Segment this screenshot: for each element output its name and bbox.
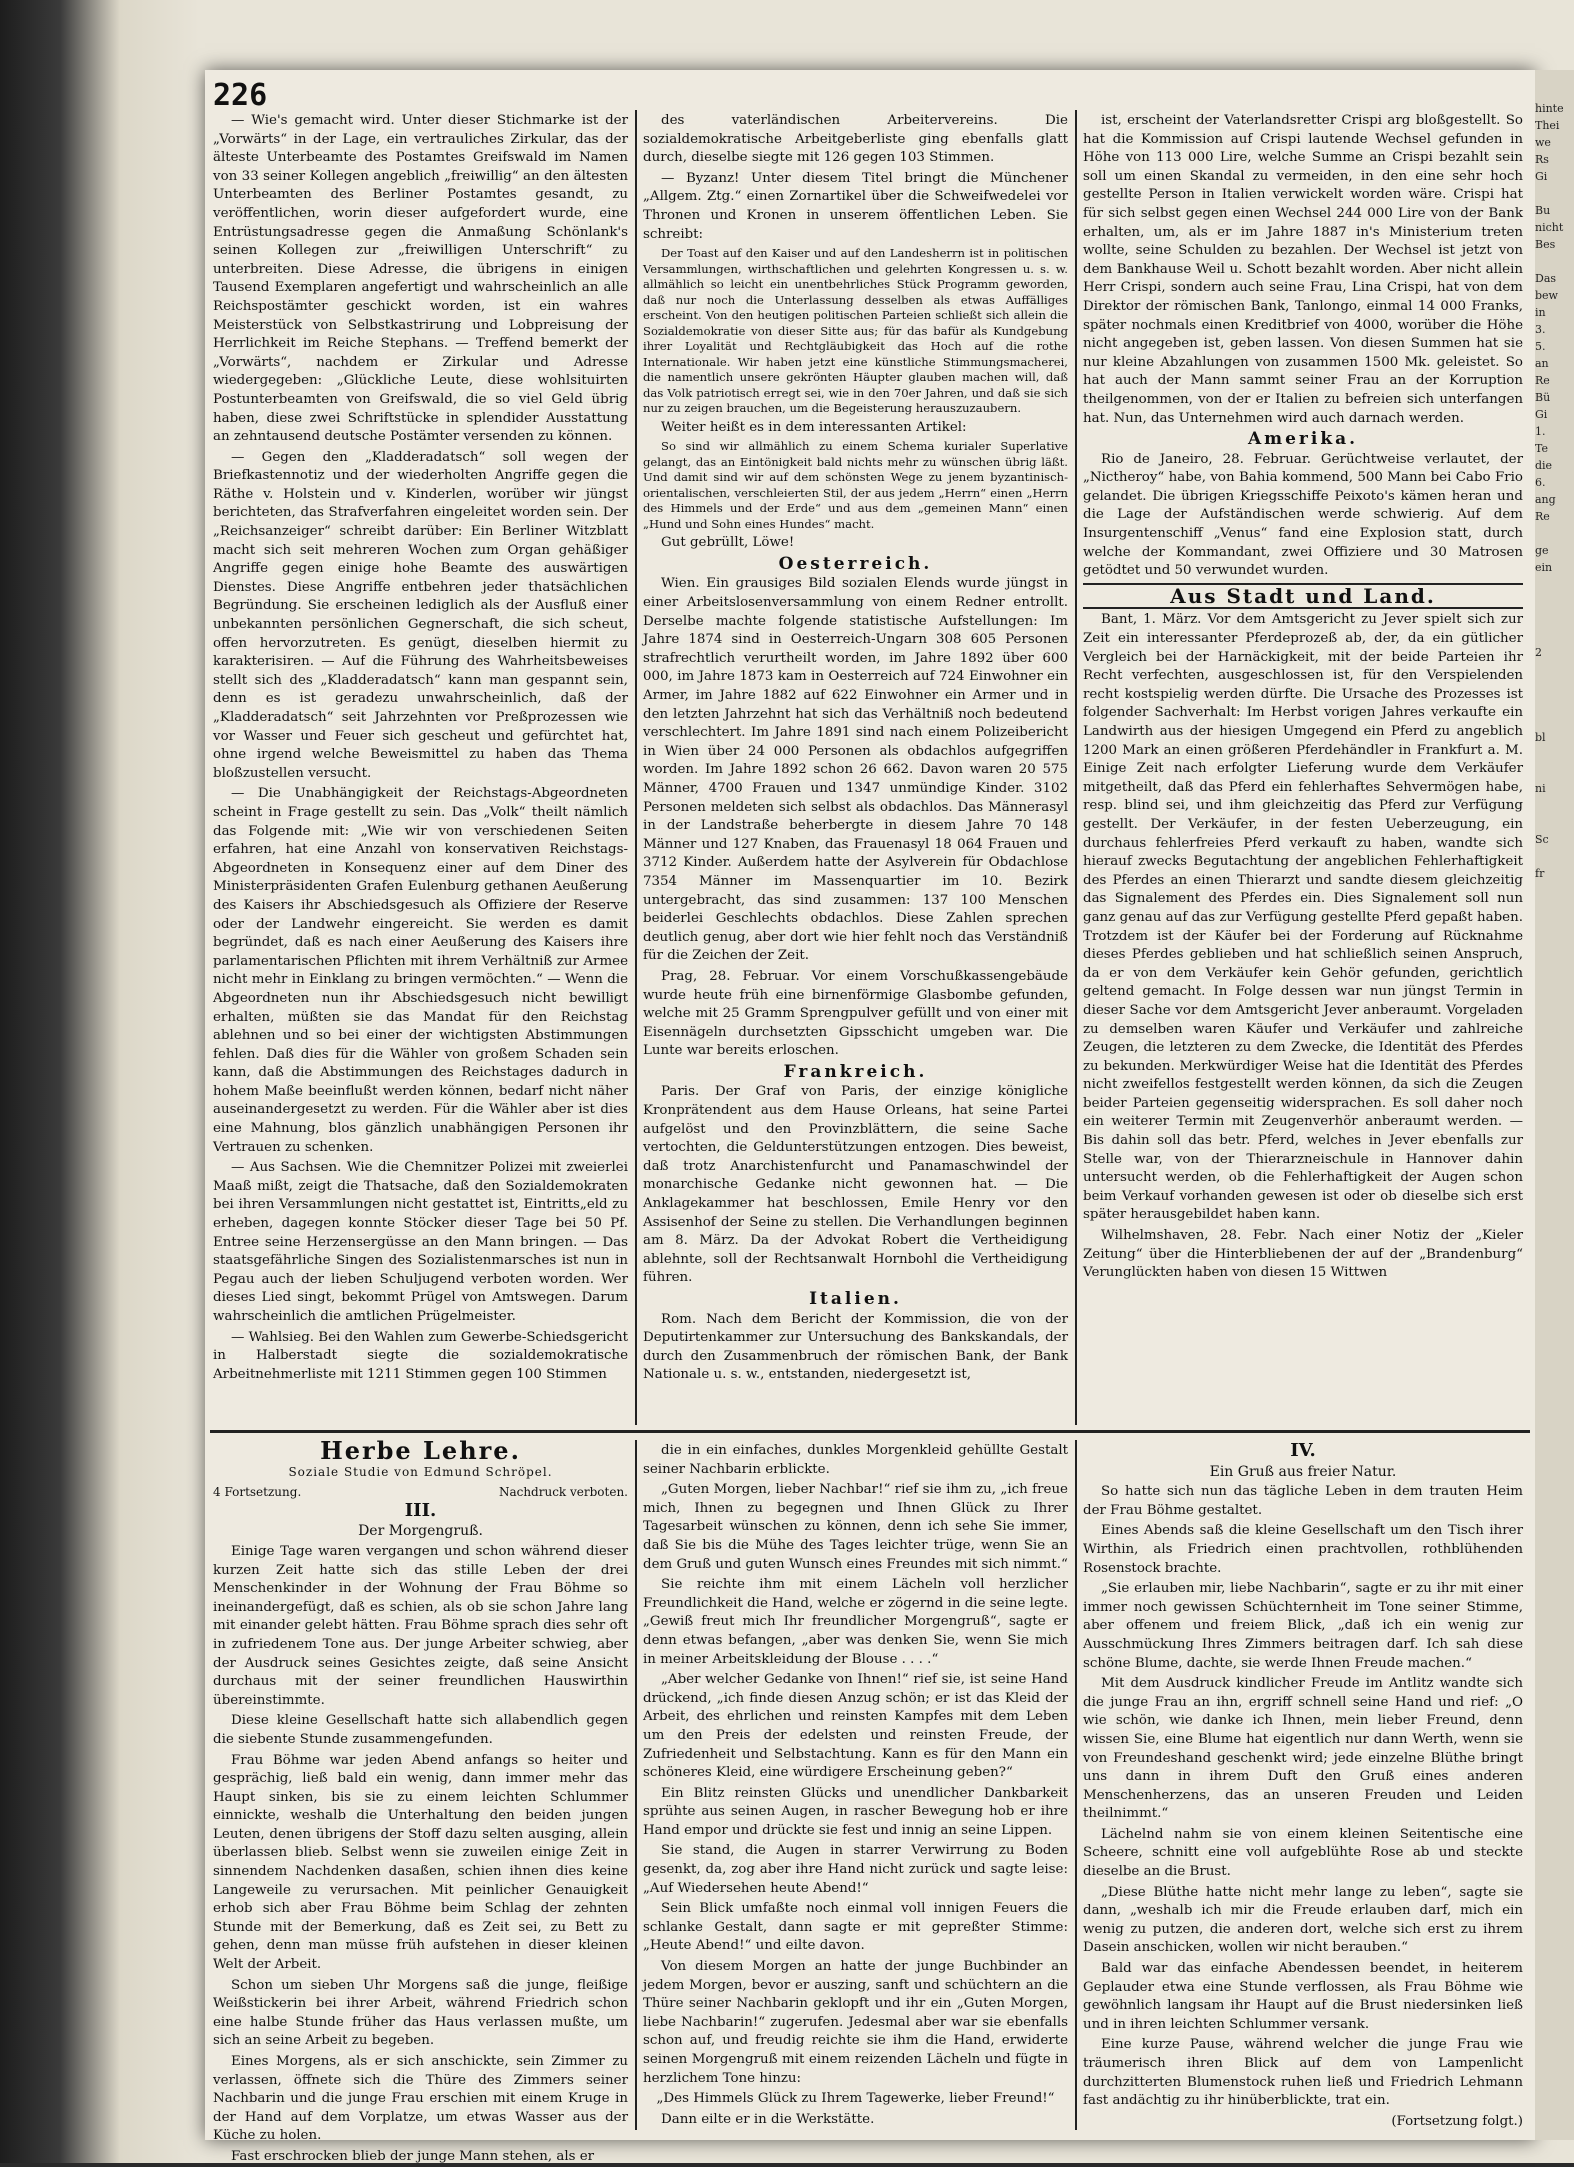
adjacent-page-fragment xyxy=(1535,185,1574,202)
adjacent-page-fragment xyxy=(1535,746,1574,763)
section-oesterreich: Oesterreich. xyxy=(778,553,933,574)
adjacent-page-fragment: Re xyxy=(1535,374,1550,387)
adjacent-page-fragment: 1. xyxy=(1535,425,1546,438)
story-paragraph: Bald war das einfache Abendessen beendet, in heiterem Geplauder etwa eine Stunde verflossen, als Frau Böhme wie gewöhnlich langsam ihr Haupt auf die Brust niedersinken ließ und in ihren leichten Schlummer versank. xyxy=(1083,1961,1523,2032)
adjacent-page-fragment: die xyxy=(1535,459,1553,472)
story-paragraph: Eines Abends saß die kleine Gesellschaft um den Tisch ihrer Wirthin, als Friedrich einen prachtvollen, rothblühenden Rosenstock brachte. xyxy=(1083,1523,1523,1576)
article-bant: Bant, 1. März. Vor dem Amtsgericht zu Jever spielt sich zur Zeit ein interessanter Pferdeprozeß ab, der, da ein gütlicher Vergleich bei der Harnäckigkeit, mit der beide Parteien ihr Recht verfechten, ausgeschlossen ist, für den Verspielenden recht kostspielig werden dürfte. Die Ursache des Prozesses ist folgender Sachverhalt: Im Herbst vorigen Jahres verkaufte ein Landwirth aus der hiesigen Umgegend ein Pferd zu angeblich 1200 Mark an einen größeren Pferdehändler in Frankfurt a. M. Einige Zeit nach erfolgter Lieferung wurde dem Verkäufer mitgetheilt, daß das Pferd ein fehlerhaftes Sehvermögen habe, resp. blind sei, und ihm gleichzeitig das Pferd zur Verfügung gestellt. Der Verkäufer, in der festen Ueberzeugung, ein durchaus fehlerfreies Pferd verkauft zu haben, wandte sich hierauf zwecks Begutachtung der angeblichen Fehlerhaftigkeit des Pferdes an einen Thierarzt und sandte diesem gleichzeitig das Signalement des Pferdes ein. Dies Signalement soll nun ganz genau auf das zur Verfügung gestellte Pferd gepaßt haben. Trotzdem ist der Käufer bei der Forderung auf Rücknahme dieses Pferdes geblieben und hat schließlich seinen Anspruch, da er von dem Verkäufer kein Gehör gefunden, gerichtlich geltend gemacht. In Folge dessen war nun jüngst Termin in dieser Sache vor dem Amtsgericht Jever anberaumt. Vorgeladen zu demselben waren Käufer und Verkäufer und zahlreiche Zeugen, die letzteren zu dem Zwecke, die Identität des Pferdes zu bekunden. Merkwürdiger Weise hat die Identität des Pferdes nicht zweifellos festgestellt werden können, da sich die Zeugen beider Parteien gegenseitig widersprachen. Es soll daher noch ein weiterer Termin mit Zeugenverhör anberaumt werden. — Bis dahin soll das betr. Pferd, welches in Jever ebenfalls zur Stelle war, von der Thierarzneischule in Hannover dahin untersucht werden, ob die Fehlerhaftigkeit der Augen schon beim Verkauf vorhanden gewesen ist oder ob dieselbe sich erst später herausgebildet haben kann. xyxy=(1083,612,1523,1223)
adjacent-page-edge xyxy=(1535,70,1574,2140)
nachdruck-note: Nachdruck verboten. xyxy=(498,1485,628,1500)
adjacent-page-fragment: hinte xyxy=(1535,102,1564,115)
adjacent-page-fragment: Gi xyxy=(1535,170,1548,183)
adjacent-page-fragment: ang xyxy=(1535,493,1556,506)
adjacent-page-fragment xyxy=(1535,661,1574,678)
story-meta xyxy=(213,1483,628,1502)
feuilleton-divider xyxy=(210,1430,1530,1433)
article-paris: Paris. Der Graf von Paris, der einzige königliche Kronprätendent aus dem Hause Orleans, hat seine Partei aufgelöst und den Provinzblättern, die seine Sache vertochten, die Geldunterstützungen entzogen. Dies beweist, daß trotz Anarchistenfurcht und Panamaschwindel der monarchische Gedanke nicht gewonnen hat. — Die Anklagekammer hat beschlossen, Emile Henry vor den Assisenhof der Seine zu stellen. Die Verhandlungen beginnen am 8. März. Da der Advokat Robert die Vertheidigung ablehnte, soll der Rechtsanwalt Hornbohl die Vertheidigung führen. xyxy=(643,1084,1068,1286)
column-divider xyxy=(1075,1440,1077,2130)
adjacent-page-fragment: 3. xyxy=(1535,323,1546,336)
adjacent-page-fragment: bew xyxy=(1535,289,1558,302)
fortsetzung-folgt: (Fortsetzung folgt.) xyxy=(1391,2113,1523,2129)
chapter-4-title: Ein Gruß aus freier Natur. xyxy=(1209,1463,1397,1480)
chapter-3-title: Der Morgengruß. xyxy=(358,1523,483,1540)
section-aus-stadt-und-land: Aus Stadt und Land. xyxy=(1083,583,1523,610)
feuilleton-column-2 xyxy=(643,1442,1068,2132)
adjacent-page-fragment xyxy=(1535,712,1574,729)
adjacent-page-fragment: bl xyxy=(1535,731,1546,744)
adjacent-page-fragment xyxy=(1535,678,1574,695)
feuilleton-column-3 xyxy=(1083,1442,1523,2132)
article-wien: Wien. Ein grausiges Bild sozialen Elends wurde jüngst in einer Arbeitslosenversammlung von einem Redner entrollt. Derselbe machte folgende statistische Aufstellungen: Im Jahre 1874 sind in Oesterreich-Ungarn 308 605 Personen strafrechtlich verurtheilt worden, im Jahre 1892 über 600 000, im Jahre 1873 kam in Oesterreich auf 724 Einwohner ein Armer, im Jahre 1882 auf 622 Einwohner ein Armer und in den letzten Jahrzehnt hat sich das Verhältniß noch bedeutend verschlechtert. Im Jahre 1891 sind nach einem Polizeibericht in Wien über 24 000 Personen als obdachlos aufgegriffen worden. Im Jahre 1892 schon 26 662. Davon waren 20 575 Männer, 4700 Frauen und 1347 unmündige Kinder. 3102 Personen meldeten sich selbst als obdachlos. Das Männerasyl in der Landstraße beherbergte in diesem Jahre 70 148 Männer und 127 Knaben, das Frauenasyl 18 064 Frauen und 3712 Kinder. Außerdem hatte der Asylverein für Obdachlose 7354 Männer im Massenquartier im 10. Bezirk untergebracht, das sind zusammen: 137 100 Menschen beiderlei Geschlechts obdachlos. Diese Zahlen sprechen deutlich genug, aber dort wie hier fehlt noch das Verständniß für die Zeichen der Zeit. xyxy=(643,576,1068,964)
feuilleton-column-1 xyxy=(213,1436,628,2164)
story-paragraph: Von diesem Morgen an hatte der junge Buchbinder an jedem Morgen, bevor er auszing, sanft und schüchtern an die Thüre seiner Nachbarin geklopft und ihr ein „Guten Morgen, liebe Nachbarin!“ zugerufen. Jedesmal aber war sie ebenfalls schon auf, und freudig reichte sie ihm die Hand, erwiderte seinen Morgengruß mit einem reizenden Lächeln und fügte in herzlichem Tone hinzu: xyxy=(643,1959,1068,2086)
story-paragraph: Lächelnd nahm sie von einem kleinen Seitentische eine Scheere, schnitt eine voll aufgeblühte Rose ab und steckte dieselbe an die Brust. xyxy=(1083,1826,1523,1880)
story-byline: Soziale Studie von Edmund Schröpel. xyxy=(288,1464,553,1479)
gut-gebruellt: Gut gebrüllt, Löwe! xyxy=(661,535,795,551)
column-3 xyxy=(1083,112,1523,1422)
adjacent-page-fragment: Gi xyxy=(1535,408,1548,421)
story-paragraph: die in ein einfaches, dunkles Morgenkleid gehüllte Gestalt seiner Nachbarin erblickte. xyxy=(643,1443,1068,1477)
column-divider xyxy=(635,1440,637,2130)
adjacent-page-fragment xyxy=(1535,695,1574,712)
adjacent-page-fragment xyxy=(1535,797,1574,814)
adjacent-page-fragment: 6. xyxy=(1535,476,1546,489)
article-wahlsieg: — Wahlsieg. Bei den Wahlen zum Gewerbe-Schiedsgericht in Halberstadt siegte die sozialdemokratische Arbeitnehmerliste mit 1211 Stimmen gegen 100 Stimmen xyxy=(213,1329,628,1382)
column-divider xyxy=(1075,110,1077,1425)
story-paragraph: „Guten Morgen, lieber Nachbar!“ rief sie ihm zu, „ich freue mich, Ihnen zu begegnen und Ihnen Glück zu Ihrer Tagesarbeit wünschen zu können, denn ich sehe Sie immer, daß Sie bis die Mühe des Tages leichter trüge, wenn Sie an dem Gruß und guten Wunsch eines Freundes mit sich nimmt.“ xyxy=(643,1482,1068,1572)
section-amerika: Amerika. xyxy=(1247,429,1359,450)
story-paragraph: Fast erschrocken blieb der junge Mann stehen, als er xyxy=(231,2148,595,2164)
adjacent-page-fragment: in xyxy=(1535,306,1546,319)
adjacent-page-fragment xyxy=(1535,610,1574,627)
story-paragraph: Eines Morgens, als er sich anschickte, sein Zimmer zu verlassen, öffnete sich die Thüre des Zimmers seiner Nachbarin und die junge Frau erschien mit einem Kruge in der Hand auf dem Vorplatze, um etwas Wasser aus der Küche zu holen. xyxy=(213,2054,628,2144)
adjacent-page-fragment: Te xyxy=(1535,442,1548,455)
adjacent-page-fragment xyxy=(1535,763,1574,780)
adjacent-page-fragment xyxy=(1535,253,1574,270)
article-continued: des vaterländischen Arbeitervereins. Die sozialdemokratische Arbeitgeberliste ging ebenfalls glatt durch, dieselbe siegte mit 126 gegen 103 Stimmen. xyxy=(643,113,1068,166)
adjacent-page-fragment: we xyxy=(1535,136,1551,149)
story-paragraph: „Diese Blüthe hatte nicht mehr lange zu leben“, sagte sie dann, „weshalb ich mir die Freude erlauben darf, mich ein wenig zu putzen, die anderen dort, welche sich erst zu ihrem Dasein anschicken, wollen wir nicht berauben.“ xyxy=(1083,1884,1523,1956)
article-aus-sachsen: — Aus Sachsen. Wie die Chemnitzer Polizei mit zweierlei Maaß mißt, zeigt die Thatsache, daß den Sozialdemokraten bei ihren Versammlungen nicht gestattet ist, Eintritts„eld zu erheben, dagegen konnte Stöcker dieser Tage bei 50 Pf. Entree seine Herzensergüsse an den Mann bringen. — Das staatsgefährliche Singen des Sozialistenmarsches ist nun in Pegau auch der lieben Schuljugend verboten worden. Wer dieses Lied singt, bekommt Prügel von Amtswegen. Darum wahrscheinlich die amtlichen Prügelmeister. xyxy=(213,1160,628,1324)
quote-superlative: So sind wir allmählich zu einem Schema kurialer Superlative gelangt, das an Eintönigkeit bald nichts mehr zu wünschen übrig läßt. Und damit sind wir auf dem schönsten Wege zu jenem byzantinisch-orientalischen, verschleierten Stil, der aus jedem „Herrn“ einen „Herrn des Himmels und der Erde“ und aus dem „gemeinen Mann“ einen „Hund und Sohn eines Hundes“ macht. xyxy=(643,439,1068,531)
story-paragraph: Mit dem Ausdruck kindlicher Freude im Antlitz wandte sich die junge Frau an ihn, ergriff schnell seine Hand und rief: „O wie schön, wie danke ich Ihnen, mein lieber Freund, denn wissen Sie, eine Blume hat eigentlich nur dann Werth, wenn sie von Freundeshand geschenkt wird; jede einzelne Blüthe bringt uns dann in ihrem Duft den Gruß eines anderen Menschenherzens, das an unseren Freuden und Leiden theilnimmt.“ xyxy=(1083,1676,1523,1822)
adjacent-page-fragment xyxy=(1535,525,1574,542)
article-kladderadatsch: — Gegen den „Kladderadatsch“ soll wegen der Briefkastennotiz und der wiederholten Angriffe gegen die Räthe v. Holstein und v. Kinderlen, worüber wir jüngst berichteten, das Strafverfahren eingeleitet worden sein. Der „Reichsanzeiger“ schreibt darüber: Ein Berliner Witzblatt macht sich seit mehreren Wochen zum Organ gehäßiger Angriffe gegen einige hohe Beamte des auswärtigen Dienstes. Diese Angriffe entbehren jeder thatsächlichen Begründung. Sie erscheinen lediglich als der Ausfluß einer unbekannten persönlichen Gegnerschaft, die sich scheut, offen hervorzutreten. Es genügt, dieselben hiermit zu karakterisiren. — Auf die Führung des Wahrheitsbeweises stellt sich des „Kladderadatsch“ kann man gespannt sein, denn es ist geradezu unwahrscheinlich, daß der „Kladderadatsch“ seit Jahrzehnten vor Preßprozessen wie vor Wasser und Feuer sich gescheut und gefürchtet hat, ohne irgend welche Beweismittel zu haben das Thema bloßzustellen versucht. xyxy=(213,449,628,781)
article-byzanz: — Byzanz! Unter diesem Titel bringt die Münchener „Allgem. Ztg.“ einen Zornartikel über die Schweifwedelei vor Thronen und Kronen in unserem öffentlichen Leben. Sie schreibt: xyxy=(643,170,1068,242)
adjacent-page-fragment: Re xyxy=(1535,510,1550,523)
adjacent-page-fragment: Thei xyxy=(1535,119,1560,132)
quote-toast: Der Toast auf den Kaiser und auf den Landesherrn ist in politischen Versammlungen, wirthschaftlichen und gelehrten Kongressen u. s. w. allmählich so leicht ein unentbehrliches Stück Programm geworden, daß nur noch die Unterlassung desselben als etwas Auffälliges erscheint. Von den heutigen politischen Parteien schließt sich allein die Sozialdemokratie von dieser Sitte aus; für das bafür als Kundgebung ihrer Loyalität und Rechtgläubigkeit das Hoch auf die rothe Internationale. Wir haben jetzt eine künstliche Stimmungsmacherei, die namentlich unsere gekrönten Häupter glauben machen will, daß das Volk patriotisch erregt sei, wie in den 70er Jahren, und daß sie sich nur zu zeigen brauchen, um die Begeisterung herauszuzaubern. xyxy=(643,246,1068,416)
story-paragraph: „Aber welcher Gedanke von Ihnen!“ rief sie, ist seine Hand drückend, „ich finde diesen Anzug schön; er ist das Kleid der Arbeit, des ehrlichen und reinsten Kampfes mit dem Leben um den Preis der edelsten und reinsten Freude, der Zufriedenheit und Selbstachtung. Kann es für den Mann ein schöneres Kleid, eine würdigere Erscheinung geben?“ xyxy=(643,1672,1068,1781)
adjacent-page-fragment: Bü xyxy=(1535,391,1551,404)
chapter-3-number: III. xyxy=(404,1499,437,1521)
adjacent-page-fragment: ge xyxy=(1535,544,1549,557)
section-frankreich: Frankreich. xyxy=(783,1061,928,1082)
adjacent-page-fragment: 2 xyxy=(1535,646,1542,659)
adjacent-page-fragment: Bes xyxy=(1535,238,1556,251)
story-paragraph: Schon um sieben Uhr Morgens saß die junge, fleißige Weißstickerin bei ihrer Arbeit, während Friedrich schon eine halbe Stunde früher das Haus verlassen mußte, um sich an seine Arbeit zu begeben. xyxy=(213,1977,628,2049)
adjacent-page-fragment: 5. xyxy=(1535,340,1546,353)
article-rio: Rio de Janeiro, 28. Februar. Gerüchtweise verlautet, der „Nictheroy“ habe, von Bahia kommend, 500 Mann bei Cabo Frio gelandet. Die übrigen Kriegsschiffe Peixoto's kämen heran und die Lage der Aufständischen werde schwierig. Auf dem Insurgentenschiff „Venus“ fand eine Explosion statt, durch welche der Kommandant, zwei Offiziere und 30 Matrosen getödtet und 50 verwundet wurden. xyxy=(1083,451,1523,579)
story-paragraph: Sein Blick umfaßte noch einmal voll innigen Feuers die schlanke Gestalt, dann sagte er mit gepreßter Stimme: „Heute Abend!“ und eilte davon. xyxy=(643,1901,1068,1954)
adjacent-page-fragment: ein xyxy=(1535,561,1553,574)
adjacent-page-fragment: Sc xyxy=(1535,833,1549,846)
story-paragraph: Einige Tage waren vergangen und schon während dieser kurzen Zeit hatte sich das stille Leben der drei Menschenkinder in der Wohnung der Frau Böhme so ineinandergefügt, daß es schien, als ob sie schon Jahre lang mit einander gelebt hätten. Frau Böhme sprach dies sehr oft in zufriedenem Tone aus. Der junge Arbeiter schwieg, aber der Ausdruck seines Gesichtes zeigte, daß seine Ansicht durchaus mit der seiner freundlichen Hauswirthin übereinstimmte. xyxy=(213,1543,628,1708)
adjacent-page-fragment: Bu xyxy=(1535,204,1551,217)
adjacent-page-fragment xyxy=(1535,814,1574,831)
article-wilhelmshaven: Wilhelmshaven, 28. Febr. Nach einer Notiz der „Kieler Zeitung“ über die Hinterbliebenen der auf der „Brandenburg“ Verunglückten haben von diesen 15 Wittwen xyxy=(1083,1228,1523,1281)
adjacent-page-fragment: fr xyxy=(1535,867,1545,880)
story-paragraph: „Des Himmels Glück zu Ihrem Tagewerke, lieber Freund!“ xyxy=(656,2091,1055,2107)
story-paragraph: Diese kleine Gesellschaft hatte sich allabendlich gegen die siebente Stunde zusammengefunden. xyxy=(213,1713,628,1747)
chapter-4-number: IV. xyxy=(1290,1440,1316,1461)
adjacent-page-fragment xyxy=(1535,627,1574,644)
section-italien: Italien. xyxy=(809,1289,902,1309)
adjacent-page-fragment: Rs xyxy=(1535,153,1549,166)
adjacent-page-fragment: Das xyxy=(1535,272,1557,285)
story-title: Herbe Lehre. xyxy=(320,1436,521,1465)
newspaper-page xyxy=(205,70,1535,2164)
column-divider xyxy=(635,110,637,1425)
weiter-text: Weiter heißt es in dem interessanten Artikel: xyxy=(661,419,967,435)
article-unabhaengigkeit: — Die Unabhängigkeit der Reichstags-Abgeordneten scheint in Frage gestellt zu sein. Das „Volk“ theilt nämlich das Folgende mit: „Wie wir von verschiedenen Seiten erfahren, hat eine Anzahl von konservativen Reichstags-Abgeordneten in Konsequenz einer auf dem Diner des Ministerpräsidenten Grafen Eulenburg gethanen Aeußerung des Kaisers ihr Abschiedsgesuch als Offiziere der Reserve oder der Landwehr eingereicht. Sie werden es damit begründet, daß es nach einer Aeußerung des Kaisers ihre parlamentarischen Pflichten mit ihrem Verhältniß zur Armee nicht mehr in Einklang zu bringen vermöchten.“ — Wenn die Abgeordneten nun ihr Abschiedsgesuch nicht bewilligt erhalten, müßten sie das Mandat für den Reichstag ablehnen und so bei einer der wichtigsten Abstimmungen fehlen. Daß dies für die Wähler von großem Schaden sein kann, daß die Abstimmungen des Reichstages dadurch in hohem Maße beeinflußt werden können, bedarf nicht näher auseinandergesetzt zu werden. Für die Wähler aber ist dies eine Mahnung, blos gänzlich unabhängigen Personen ihr Vertrauen zu schenken. xyxy=(213,786,628,1155)
adjacent-page-fragment xyxy=(1535,848,1574,865)
story-paragraph: So hatte sich nun das tägliche Leben in dem trauten Heim der Frau Böhme gestaltet. xyxy=(1083,1484,1523,1518)
article-rom: Rom. Nach dem Bericht der Kommission, die von der Deputirtenkammer zur Untersuchung des Bankskandals, der durch den Zusammenbruch der römischen Bank, der Bank Nationale u. s. w., entstanden, niedergesetzt ist, xyxy=(643,1311,1068,1383)
adjacent-page-fragment: ni xyxy=(1535,782,1546,795)
adjacent-page-fragment xyxy=(1535,593,1574,610)
story-paragraph: Sie reichte ihm mit einem Lächeln voll herzlicher Freundlichkeit die Hand, welche er zögernd in die seine legte. „Gewiß freut mich Ihr freundlicher Morgengruß“, sagte er denn etwas befangen, „aber was denken Sie, wenn Sie mich in meiner Arbeitskleidung der Blouse . . . .“ xyxy=(643,1577,1068,1667)
story-paragraph: Eine kurze Pause, während welcher die junge Frau wie träumerisch ihren Blick auf dem von Lampenlicht durchzitterten Blumenstock ruhen ließ und Friedrich Lehmann fast andächtig zu ihr hinüberblickte, trat ein. xyxy=(1083,2037,1523,2109)
adjacent-page-fragment xyxy=(1535,576,1574,593)
story-paragraph: „Sie erlauben mir, liebe Nachbarin“, sagte er zu ihr mit einer immer noch gewissen Schüchternheit im Tone seiner Stimme, aber offenem und freiem Blick, „daß ich ein wenig zur Ausschmückung Ihres Zimmers beitragen darf. Ich sah diese schöne Blume, dachte, sie werde Ihnen Freude machen.“ xyxy=(1083,1581,1523,1671)
article-crispi: ist, erscheint der Vaterlandsretter Crispi arg bloßgestellt. So hat die Kommission auf Crispi lautende Wechsel gefunden in Höhe von 113 000 Lire, welche Summe an Crispi bezahlt sein soll um einen Skandal zu vermeiden, in den eine sehr hoch gestellte Person in Italien verwickelt worden wäre. Crispi hat für sich selbst gegen einen Wechsel 244 000 Lire von der Bank erhalten, um, als er im Jahre 1887 in's Ministerium treten wollte, seine Schulden zu bezahlen. Der Wechsel ist jetzt von dem Bankhause Weil u. Schott bezahlt worden. Aber nicht allein Herr Crispi, sondern auch seine Frau, Lina Crispi, hat von dem Direktor der römischen Bank, Tanlongo, einmal 14 000 Franks, später nochmals einen Kreditbrief von 4000, worüber die Höhe nicht angegeben ist, geben lassen. Von diesen Summen hat sie nur kleine Abzahlungen von zusammen 1500 Mk. geleistet. So hat auch der Mann sammt seiner Frau an der Korruption theilgenommen, von der er Italien zu befreien sich unterfangen hat. Nun, das Unternehmen wird auch darnach werden. xyxy=(1083,113,1523,426)
article-prag: Prag, 28. Februar. Vor einem Vorschußkassengebäude wurde heute früh eine birnenförmige Glasbombe gefunden, welche mit 25 Gramm Sprengpulver gefüllt und von einer mit Eisennägeln durchsetzten Gipsschicht umgeben war. Die Lunte war bereits erloschen. xyxy=(643,968,1068,1059)
adjacent-page-fragment: an xyxy=(1535,357,1549,370)
fortsetzung-note: 4 Fortsetzung. xyxy=(213,1485,302,1500)
story-paragraph: Sie stand, die Augen in starrer Verwirrung zu Boden gesenkt, da, zog aber ihre Hand nicht zurück und sagte leise: „Auf Wiedersehen heute Abend!“ xyxy=(643,1843,1068,1896)
story-paragraph: Frau Böhme war jeden Abend anfangs so heiter und gesprächig, ließ bald ein wenig, dann immer mehr das Haupt sinken, bis sie zu einem leichten Schlummer einnickte, weshalb die Unterhaltung den beiden jungen Leuten, denen übrigens der Stoff dazu selten ausging, allein überlassen blieb. Selbst wenn sie zuweilen einige Zeit in sinnendem Nachdenken dasaßen, schien ihnen dies keine Langeweile zu verursachen. Mit peinlicher Genauigkeit erhob sich aber Frau Böhme beim Schlag der zehnten Stunde mit der Bemerkung, daß es Zeit sei, zu Bett zu gehen, denn man müsse früh aufstehen in dieser kleinen Welt der Arbeit. xyxy=(213,1752,628,1973)
story-paragraph: Ein Blitz reinsten Glücks und unendlicher Dankbarkeit sprühte aus seinen Augen, in rascher Bewegung hob er ihre Hand empor und drückte sie fest und innig an seine Lippen. xyxy=(643,1785,1068,1838)
column-1 xyxy=(213,112,628,1422)
article-wies-gemacht: — Wie's gemacht wird. Unter dieser Stichmarke ist der „Vorwärts“ in der Lage, ein vertrauliches Zirkular, das der älteste Unterbeamte des Postamtes Greifswald im Namen von 33 seiner Kollegen angeblich „freiwillig“ an den ältesten Unterbeamten des Berliner Postamtes gesandt, zu veröffentlichen, worin dieser aufgefordert wurde, eine Entrüstungsadresse gegen die Anmaßung Schönlank's seinen Kollegen zur „freiwilligen Unterschrift“ zu unterbreiten. Diese Adresse, die übrigens in einigen Tausend Exemplaren angefertigt und wahrscheinlich an alle Reichspostämter geschickt worden, ist ein wahres Meisterstück von Selbstkastrirung und Lobpreisung der Herrlichkeit im Reiche Stephans. — Treffend bemerkt der „Vorwärts“, nachdem er Zirkular und Adresse wiedergegeben: „Glückliche Leute, diese wohlsituirten Postunterbeamten von Greifswald, die so viel Geld übrig haben, diese zwei Schriftstücke in splendider Ausstattung an zehntausend deutsche Postämter versenden zu können. xyxy=(213,113,628,445)
adjacent-page-fragment: nicht xyxy=(1535,221,1564,234)
story-paragraph: Dann eilte er in die Werkstätte. xyxy=(661,2111,875,2127)
column-2 xyxy=(643,112,1068,1422)
page-number: 226 xyxy=(213,78,268,113)
